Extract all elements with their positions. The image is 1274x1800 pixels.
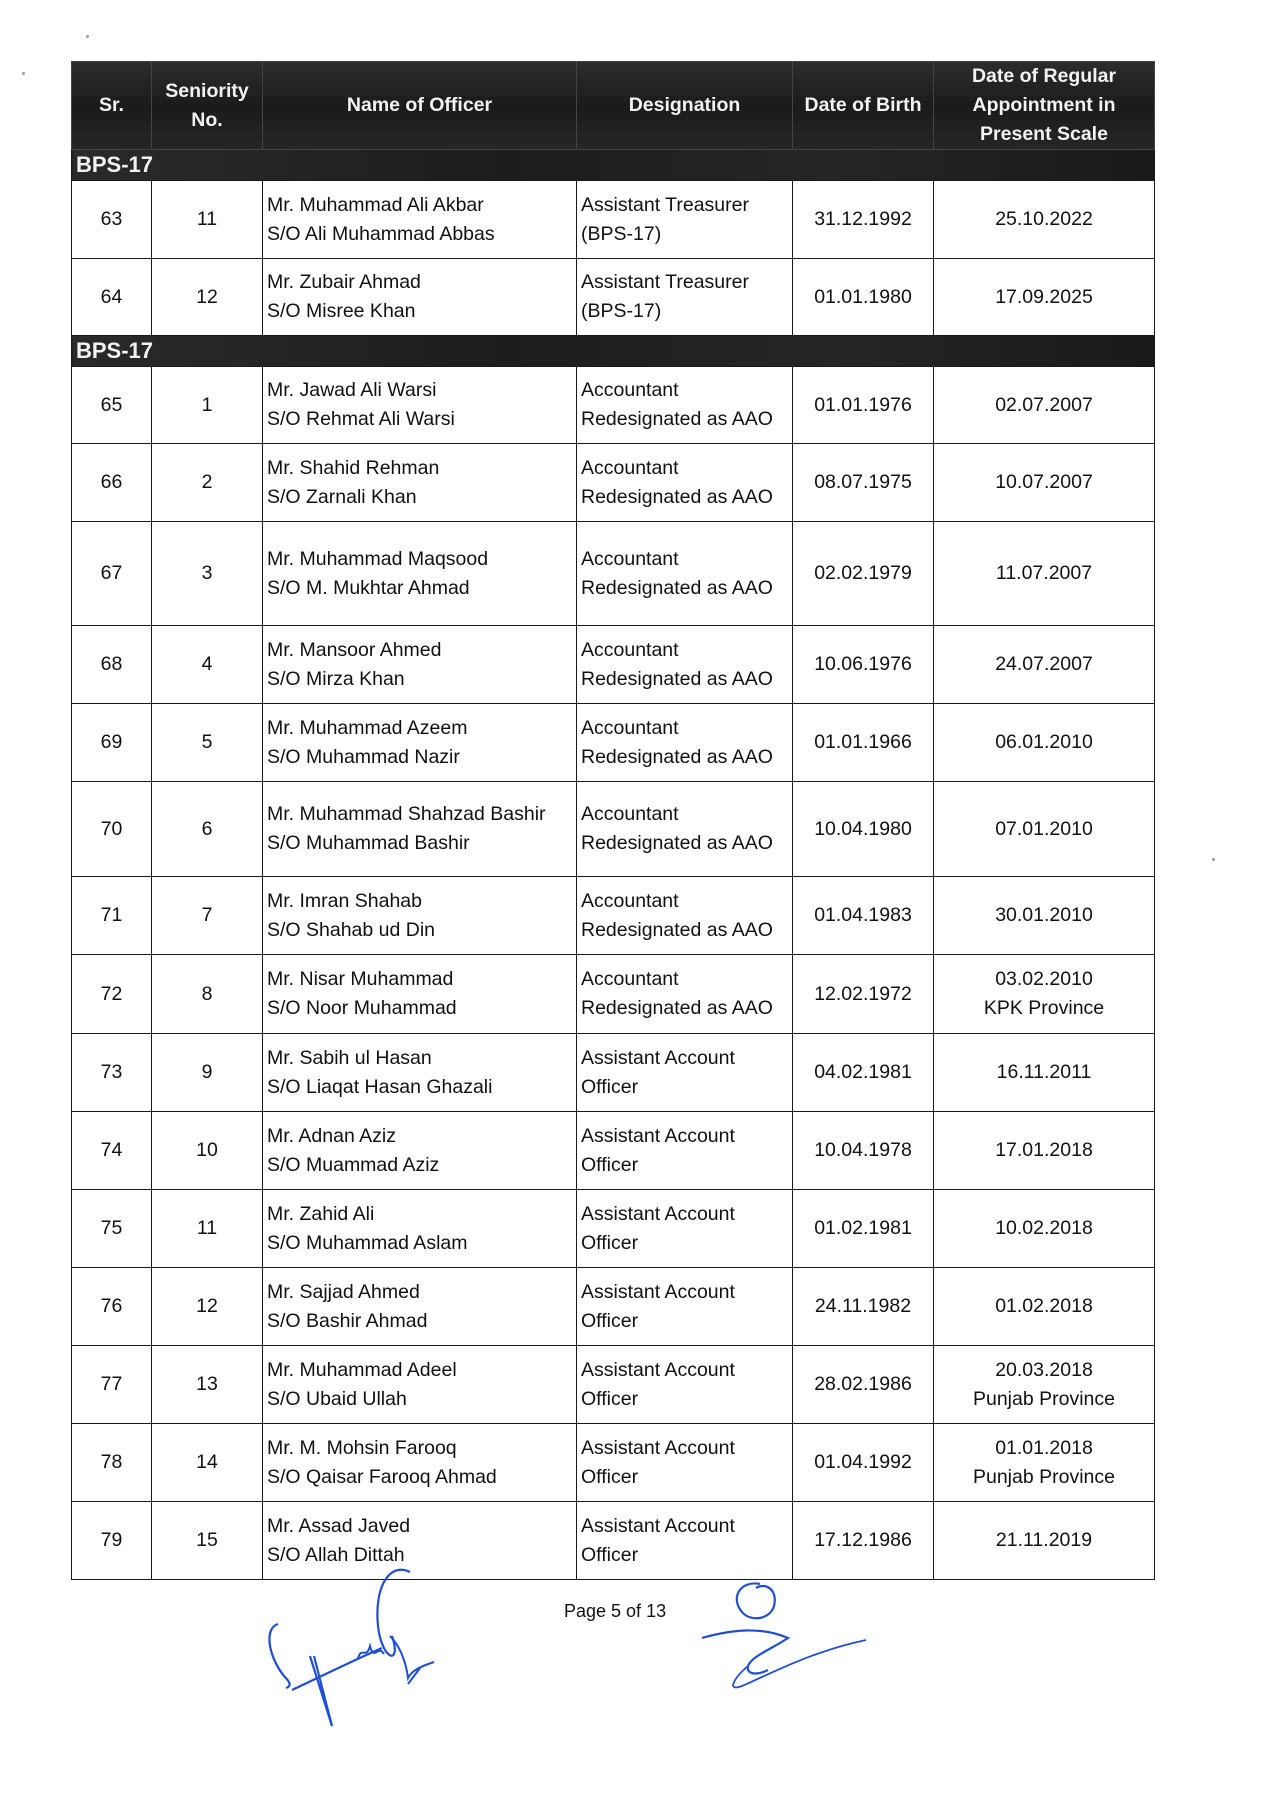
cell-sr: [72, 444, 152, 522]
cell-sr: [72, 1346, 152, 1424]
sr-value: 73: [100, 1061, 123, 1083]
officer-name: Mr. Muhammad Shahzad Bashir: [267, 803, 546, 825]
cell-dob: [793, 704, 934, 782]
table-row: [72, 1502, 1155, 1580]
seniority-value: 11: [196, 1217, 218, 1239]
cell-name: [263, 1346, 577, 1424]
cell-dob: [793, 181, 934, 259]
header-seniority: Seniority No.: [152, 62, 263, 150]
cell-appointment: [934, 626, 1155, 704]
officer-name: Mr. Adnan Aziz: [267, 1124, 396, 1147]
cell-sr: [72, 782, 152, 877]
table-row: [72, 782, 1155, 877]
cell-sr: [72, 1190, 152, 1268]
cell-sr: [72, 1112, 152, 1190]
designation-line-1: Assistant Treasurer: [581, 271, 749, 293]
cell-appointment: [934, 522, 1155, 626]
designation-line-2: Officer: [581, 1075, 639, 1098]
officer-parent: S/O Muhammad Bashir: [267, 832, 470, 854]
cell-dob: [793, 1034, 934, 1112]
cell-name: [263, 1424, 577, 1502]
appointment-date: 02.07.2007: [995, 393, 1093, 416]
header-appointment: Date of Regular Appointment in Present Scale: [934, 62, 1155, 150]
table-row: [72, 522, 1155, 626]
sr-value: 63: [100, 208, 123, 230]
cell-designation: [577, 367, 793, 444]
sr-value: 74: [100, 1139, 123, 1161]
seniority-value: 15: [196, 1529, 218, 1551]
cell-dob: [793, 259, 934, 336]
dob-value: 10.04.1980: [814, 817, 912, 840]
cell-dob: [793, 1502, 934, 1580]
cell-name: [263, 704, 577, 782]
cell-name: [263, 259, 577, 336]
designation-line-1: Assistant Account: [581, 1046, 735, 1069]
designation-line-2: Redesignated as AAO: [581, 997, 773, 1019]
cell-appointment: [934, 259, 1155, 336]
seniority-value: 1: [201, 393, 213, 416]
cell-seniority: [152, 522, 263, 626]
officer-parent: S/O Ubaid Ullah: [267, 1387, 407, 1410]
cell-name: [263, 1112, 577, 1190]
cell-seniority: [152, 955, 263, 1034]
seniority-value: 10: [196, 1139, 218, 1161]
officer-parent: S/O Zarnali Khan: [267, 485, 417, 508]
appointment-date: 21.11.2019: [995, 1529, 1093, 1551]
appointment-date: 25.10.2022: [995, 208, 1093, 230]
cell-seniority: [152, 1424, 263, 1502]
officer-parent: S/O Qaisar Farooq Ahmad: [267, 1465, 497, 1488]
cell-dob: [793, 1112, 934, 1190]
seniority-value: 9: [201, 1061, 213, 1083]
section-label: BPS-17: [72, 336, 1155, 367]
appointment-note: Punjab Province: [972, 1465, 1115, 1488]
dob-value: 10.06.1976: [814, 653, 912, 675]
cell-name: [263, 1268, 577, 1346]
cell-dob: [793, 444, 934, 522]
scan-speck: [1212, 858, 1215, 861]
designation-line-2: Officer: [581, 1543, 639, 1566]
cell-appointment: [934, 444, 1155, 522]
cell-dob: [793, 782, 934, 877]
designation-line-1: Accountant: [581, 968, 679, 990]
sr-value: 69: [100, 731, 123, 753]
cell-dob: [793, 1268, 934, 1346]
cell-name: [263, 626, 577, 704]
sr-value: 76: [100, 1295, 123, 1317]
cell-dob: [793, 626, 934, 704]
seniority-value: 2: [201, 471, 213, 493]
appointment-date: 20.03.2018: [995, 1358, 1093, 1381]
table-row: [72, 955, 1155, 1034]
cell-sr: [72, 259, 152, 336]
cell-sr: [72, 1502, 152, 1580]
designation-line-1: Assistant Account: [581, 1358, 735, 1381]
cell-name: [263, 522, 577, 626]
dob-value: 04.02.1981: [814, 1061, 912, 1083]
cell-dob: [793, 1424, 934, 1502]
appointment-date: 06.01.2010: [995, 731, 1093, 753]
dob-value: 01.02.1981: [814, 1217, 912, 1239]
designation-line-2: Officer: [581, 1309, 639, 1332]
cell-dob: [793, 877, 934, 955]
appointment-date: 10.02.2018: [995, 1217, 1093, 1239]
cell-name: [263, 955, 577, 1034]
cell-seniority: [152, 877, 263, 955]
section-header-row: [72, 336, 1155, 367]
officer-name: Mr. Shahid Rehman: [267, 456, 440, 479]
dob-value: 31.12.1992: [814, 208, 912, 230]
cell-designation: [577, 1034, 793, 1112]
table-row: [72, 1112, 1155, 1190]
designation-line-2: Redesignated as AAO: [581, 832, 773, 854]
cell-name: [263, 1034, 577, 1112]
header-name: Name of Officer: [263, 62, 577, 150]
table-row: [72, 877, 1155, 955]
cell-appointment: [934, 1424, 1155, 1502]
designation-line-2: Officer: [581, 1231, 639, 1254]
cell-sr: [72, 1034, 152, 1112]
table-body: [72, 150, 1155, 1580]
table-row: [72, 1034, 1155, 1112]
officer-parent: S/O Muammad Aziz: [267, 1153, 440, 1176]
table-row: [72, 259, 1155, 336]
seniority-value: 5: [201, 731, 213, 753]
designation-line-1: Assistant Account: [581, 1124, 735, 1147]
cell-seniority: [152, 1346, 263, 1424]
cell-seniority: [152, 1502, 263, 1580]
table-row: [72, 181, 1155, 259]
section-label: BPS-17: [72, 150, 1155, 181]
scan-speck: [86, 35, 89, 38]
dob-value: 10.04.1978: [814, 1139, 912, 1161]
officer-name: Mr. Muhammad Ali Akbar: [267, 193, 484, 216]
cell-appointment: [934, 181, 1155, 259]
appointment-note: Punjab Province: [972, 1387, 1115, 1410]
cell-appointment: [934, 1034, 1155, 1112]
appointment-date: 01.01.2018: [995, 1436, 1093, 1459]
sr-value: 67: [100, 562, 123, 584]
cell-sr: [72, 704, 152, 782]
sr-value: 71: [100, 904, 123, 926]
seniority-value: 6: [201, 817, 213, 840]
header-dob: Date of Birth: [793, 62, 934, 150]
officer-name: Mr. Jawad Ali Warsi: [267, 379, 437, 401]
table-row: [72, 444, 1155, 522]
designation-line-2: Redesignated as AAO: [581, 485, 773, 508]
sr-value: 79: [100, 1529, 123, 1551]
cell-appointment: [934, 367, 1155, 444]
seniority-value: 11: [196, 208, 218, 230]
officer-name: Mr. Sabih ul Hasan: [267, 1046, 432, 1069]
dob-value: 01.04.1983: [814, 904, 912, 926]
cell-appointment: [934, 782, 1155, 877]
officer-name: Mr. Assad Javed: [267, 1514, 411, 1537]
officer-name: Mr. Muhammad Maqsood: [267, 547, 489, 570]
cell-seniority: [152, 782, 263, 877]
designation-line-1: Assistant Account: [581, 1436, 735, 1459]
appointment-date: 10.07.2007: [995, 471, 1093, 493]
cell-appointment: [934, 1502, 1155, 1580]
cell-sr: [72, 367, 152, 444]
header-sr: Sr.: [72, 62, 152, 150]
cell-name: [263, 1190, 577, 1268]
cell-designation: [577, 704, 793, 782]
sr-value: 65: [100, 393, 123, 416]
officer-parent: S/O Rehmat Ali Warsi: [267, 408, 455, 430]
sr-value: 66: [100, 471, 123, 493]
cell-designation: [577, 782, 793, 877]
officer-parent: S/O Muhammad Aslam: [267, 1231, 468, 1254]
cell-seniority: [152, 626, 263, 704]
cell-designation: [577, 1502, 793, 1580]
appointment-date: 30.01.2010: [995, 904, 1093, 926]
cell-sr: [72, 181, 152, 259]
cell-sr: [72, 877, 152, 955]
dob-value: 01.01.1976: [814, 393, 912, 416]
cell-seniority: [152, 444, 263, 522]
cell-sr: [72, 522, 152, 626]
cell-dob: [793, 522, 934, 626]
officer-name: Mr. M. Mohsin Farooq: [267, 1436, 457, 1459]
officer-name: Mr. Muhammad Azeem: [267, 716, 468, 739]
officer-parent: S/O Ali Muhammad Abbas: [267, 222, 495, 245]
sr-value: 64: [100, 285, 123, 308]
table-row: [72, 367, 1155, 444]
cell-designation: [577, 955, 793, 1034]
sr-value: 75: [100, 1217, 123, 1239]
designation-line-2: Redesignated as AAO: [581, 667, 773, 690]
cell-appointment: [934, 1346, 1155, 1424]
cell-sr: [72, 1268, 152, 1346]
cell-sr: [72, 626, 152, 704]
section-header-row: [72, 150, 1155, 181]
designation-line-1: Accountant: [581, 379, 679, 401]
dob-value: 08.07.1975: [814, 471, 912, 493]
cell-appointment: [934, 877, 1155, 955]
designation-line-2: Redesignated as AAO: [581, 576, 773, 599]
cell-seniority: [152, 704, 263, 782]
cell-seniority: [152, 1112, 263, 1190]
cell-seniority: [152, 1034, 263, 1112]
cell-seniority: [152, 1190, 263, 1268]
appointment-date: 24.07.2007: [995, 653, 1093, 675]
designation-line-1: Accountant: [581, 716, 679, 739]
appointment-date: 07.01.2010: [995, 817, 1093, 840]
cell-designation: [577, 1112, 793, 1190]
cell-sr: [72, 955, 152, 1034]
cell-designation: [577, 626, 793, 704]
signature-right-icon: [690, 1580, 870, 1700]
designation-line-1: Assistant Account: [581, 1202, 735, 1225]
cell-dob: [793, 367, 934, 444]
designation-line-2: (BPS-17): [581, 222, 662, 245]
dob-value: 28.02.1986: [814, 1373, 912, 1395]
cell-dob: [793, 955, 934, 1034]
seniority-value: 14: [196, 1451, 218, 1473]
seniority-value: 4: [201, 653, 213, 675]
officer-parent: S/O M. Mukhtar Ahmad: [267, 576, 470, 599]
dob-value: 12.02.1972: [814, 982, 912, 1005]
designation-line-1: Accountant: [581, 456, 679, 479]
table-row: [72, 1190, 1155, 1268]
cell-designation: [577, 1268, 793, 1346]
appointment-note: KPK Province: [983, 997, 1105, 1019]
page-number: Page 5 of 13: [564, 1601, 667, 1621]
seniority-list-table: [71, 61, 1155, 1580]
officer-parent: S/O Shahab ud Din: [267, 918, 436, 941]
designation-line-2: Officer: [581, 1387, 639, 1410]
sr-value: 68: [100, 653, 123, 675]
designation-line-1: Assistant Account: [581, 1514, 735, 1537]
cell-designation: [577, 1424, 793, 1502]
table-row: [72, 1346, 1155, 1424]
cell-seniority: [152, 1268, 263, 1346]
cell-designation: [577, 877, 793, 955]
cell-sr: [72, 1424, 152, 1502]
cell-appointment: [934, 955, 1155, 1034]
sr-value: 70: [100, 817, 123, 840]
appointment-date: 11.07.2007: [995, 562, 1093, 584]
cell-appointment: [934, 1190, 1155, 1268]
seniority-value: 13: [196, 1373, 218, 1395]
officer-name: Mr. Imran Shahab: [267, 889, 422, 912]
cell-name: [263, 181, 577, 259]
officer-name: Mr. Sajjad Ahmed: [267, 1280, 420, 1303]
dob-value: 17.12.1986: [814, 1529, 912, 1551]
appointment-date: 01.02.2018: [995, 1295, 1093, 1317]
designation-line-2: Officer: [581, 1153, 639, 1176]
designation-line-1: Accountant: [581, 547, 679, 570]
dob-value: 01.01.1966: [814, 731, 912, 753]
cell-name: [263, 444, 577, 522]
appointment-date: 16.11.2011: [996, 1061, 1092, 1083]
officer-parent: S/O Muhammad Nazir: [267, 745, 460, 768]
officer-parent: S/O Allah Dittah: [267, 1543, 405, 1566]
sr-value: 72: [100, 982, 123, 1005]
seniority-value: 12: [196, 285, 218, 308]
sr-value: 77: [100, 1373, 123, 1395]
officer-parent: S/O Mirza Khan: [267, 667, 405, 690]
designation-line-1: Accountant: [581, 638, 679, 661]
cell-name: [263, 877, 577, 955]
officer-parent: S/O Bashir Ahmad: [267, 1309, 428, 1332]
cell-designation: [577, 1346, 793, 1424]
appointment-date: 17.09.2025: [995, 285, 1093, 308]
dob-value: 24.11.1982: [814, 1295, 912, 1317]
seniority-value: 3: [201, 562, 213, 584]
officer-name: Mr. Nisar Muhammad: [267, 968, 454, 990]
designation-line-1: Assistant Account: [581, 1280, 735, 1303]
officer-name: Mr. Mansoor Ahmed: [267, 638, 442, 661]
cell-designation: [577, 444, 793, 522]
designation-line-2: Officer: [581, 1465, 639, 1488]
cell-appointment: [934, 704, 1155, 782]
cell-name: [263, 367, 577, 444]
dob-value: 01.04.1992: [814, 1451, 912, 1473]
cell-appointment: [934, 1268, 1155, 1346]
table-header: [72, 62, 1155, 150]
dob-value: 01.01.1980: [814, 285, 912, 308]
officer-parent: S/O Liaqat Hasan Ghazali: [267, 1075, 493, 1098]
officer-parent: S/O Misree Khan: [267, 300, 416, 322]
designation-line-2: Redesignated as AAO: [581, 918, 773, 941]
table-row: [72, 626, 1155, 704]
cell-designation: [577, 181, 793, 259]
header-designation: Designation: [577, 62, 793, 150]
officer-name: Mr. Muhammad Adeel: [267, 1358, 457, 1381]
officer-name: Mr. Zahid Ali: [267, 1202, 375, 1225]
cell-seniority: [152, 181, 263, 259]
designation-line-1: Accountant: [581, 803, 679, 825]
cell-designation: [577, 259, 793, 336]
officer-parent: S/O Noor Muhammad: [267, 997, 457, 1019]
seniority-value: 7: [201, 904, 213, 926]
officer-name: Mr. Zubair Ahmad: [267, 271, 421, 293]
table-row: [72, 704, 1155, 782]
seniority-value: 12: [196, 1295, 218, 1317]
cell-seniority: [152, 259, 263, 336]
cell-designation: [577, 1190, 793, 1268]
designation-line-2: Redesignated as AAO: [581, 745, 773, 768]
cell-name: [263, 782, 577, 877]
cell-designation: [577, 522, 793, 626]
designation-line-1: Accountant: [581, 889, 679, 912]
table-row: [72, 1268, 1155, 1346]
signature-left-icon: [262, 1566, 462, 1736]
cell-seniority: [152, 367, 263, 444]
dob-value: 02.02.1979: [814, 562, 912, 584]
designation-line-1: Assistant Treasurer: [581, 193, 749, 216]
cell-dob: [793, 1346, 934, 1424]
cell-dob: [793, 1190, 934, 1268]
designation-line-2: Redesignated as AAO: [581, 408, 773, 430]
appointment-date: 03.02.2010: [995, 968, 1093, 990]
table-row: [72, 1424, 1155, 1502]
appointment-date: 17.01.2018: [995, 1139, 1093, 1161]
seniority-value: 8: [201, 982, 213, 1005]
cell-appointment: [934, 1112, 1155, 1190]
scan-speck: [22, 72, 25, 75]
sr-value: 78: [100, 1451, 123, 1473]
designation-line-2: (BPS-17): [581, 300, 662, 322]
